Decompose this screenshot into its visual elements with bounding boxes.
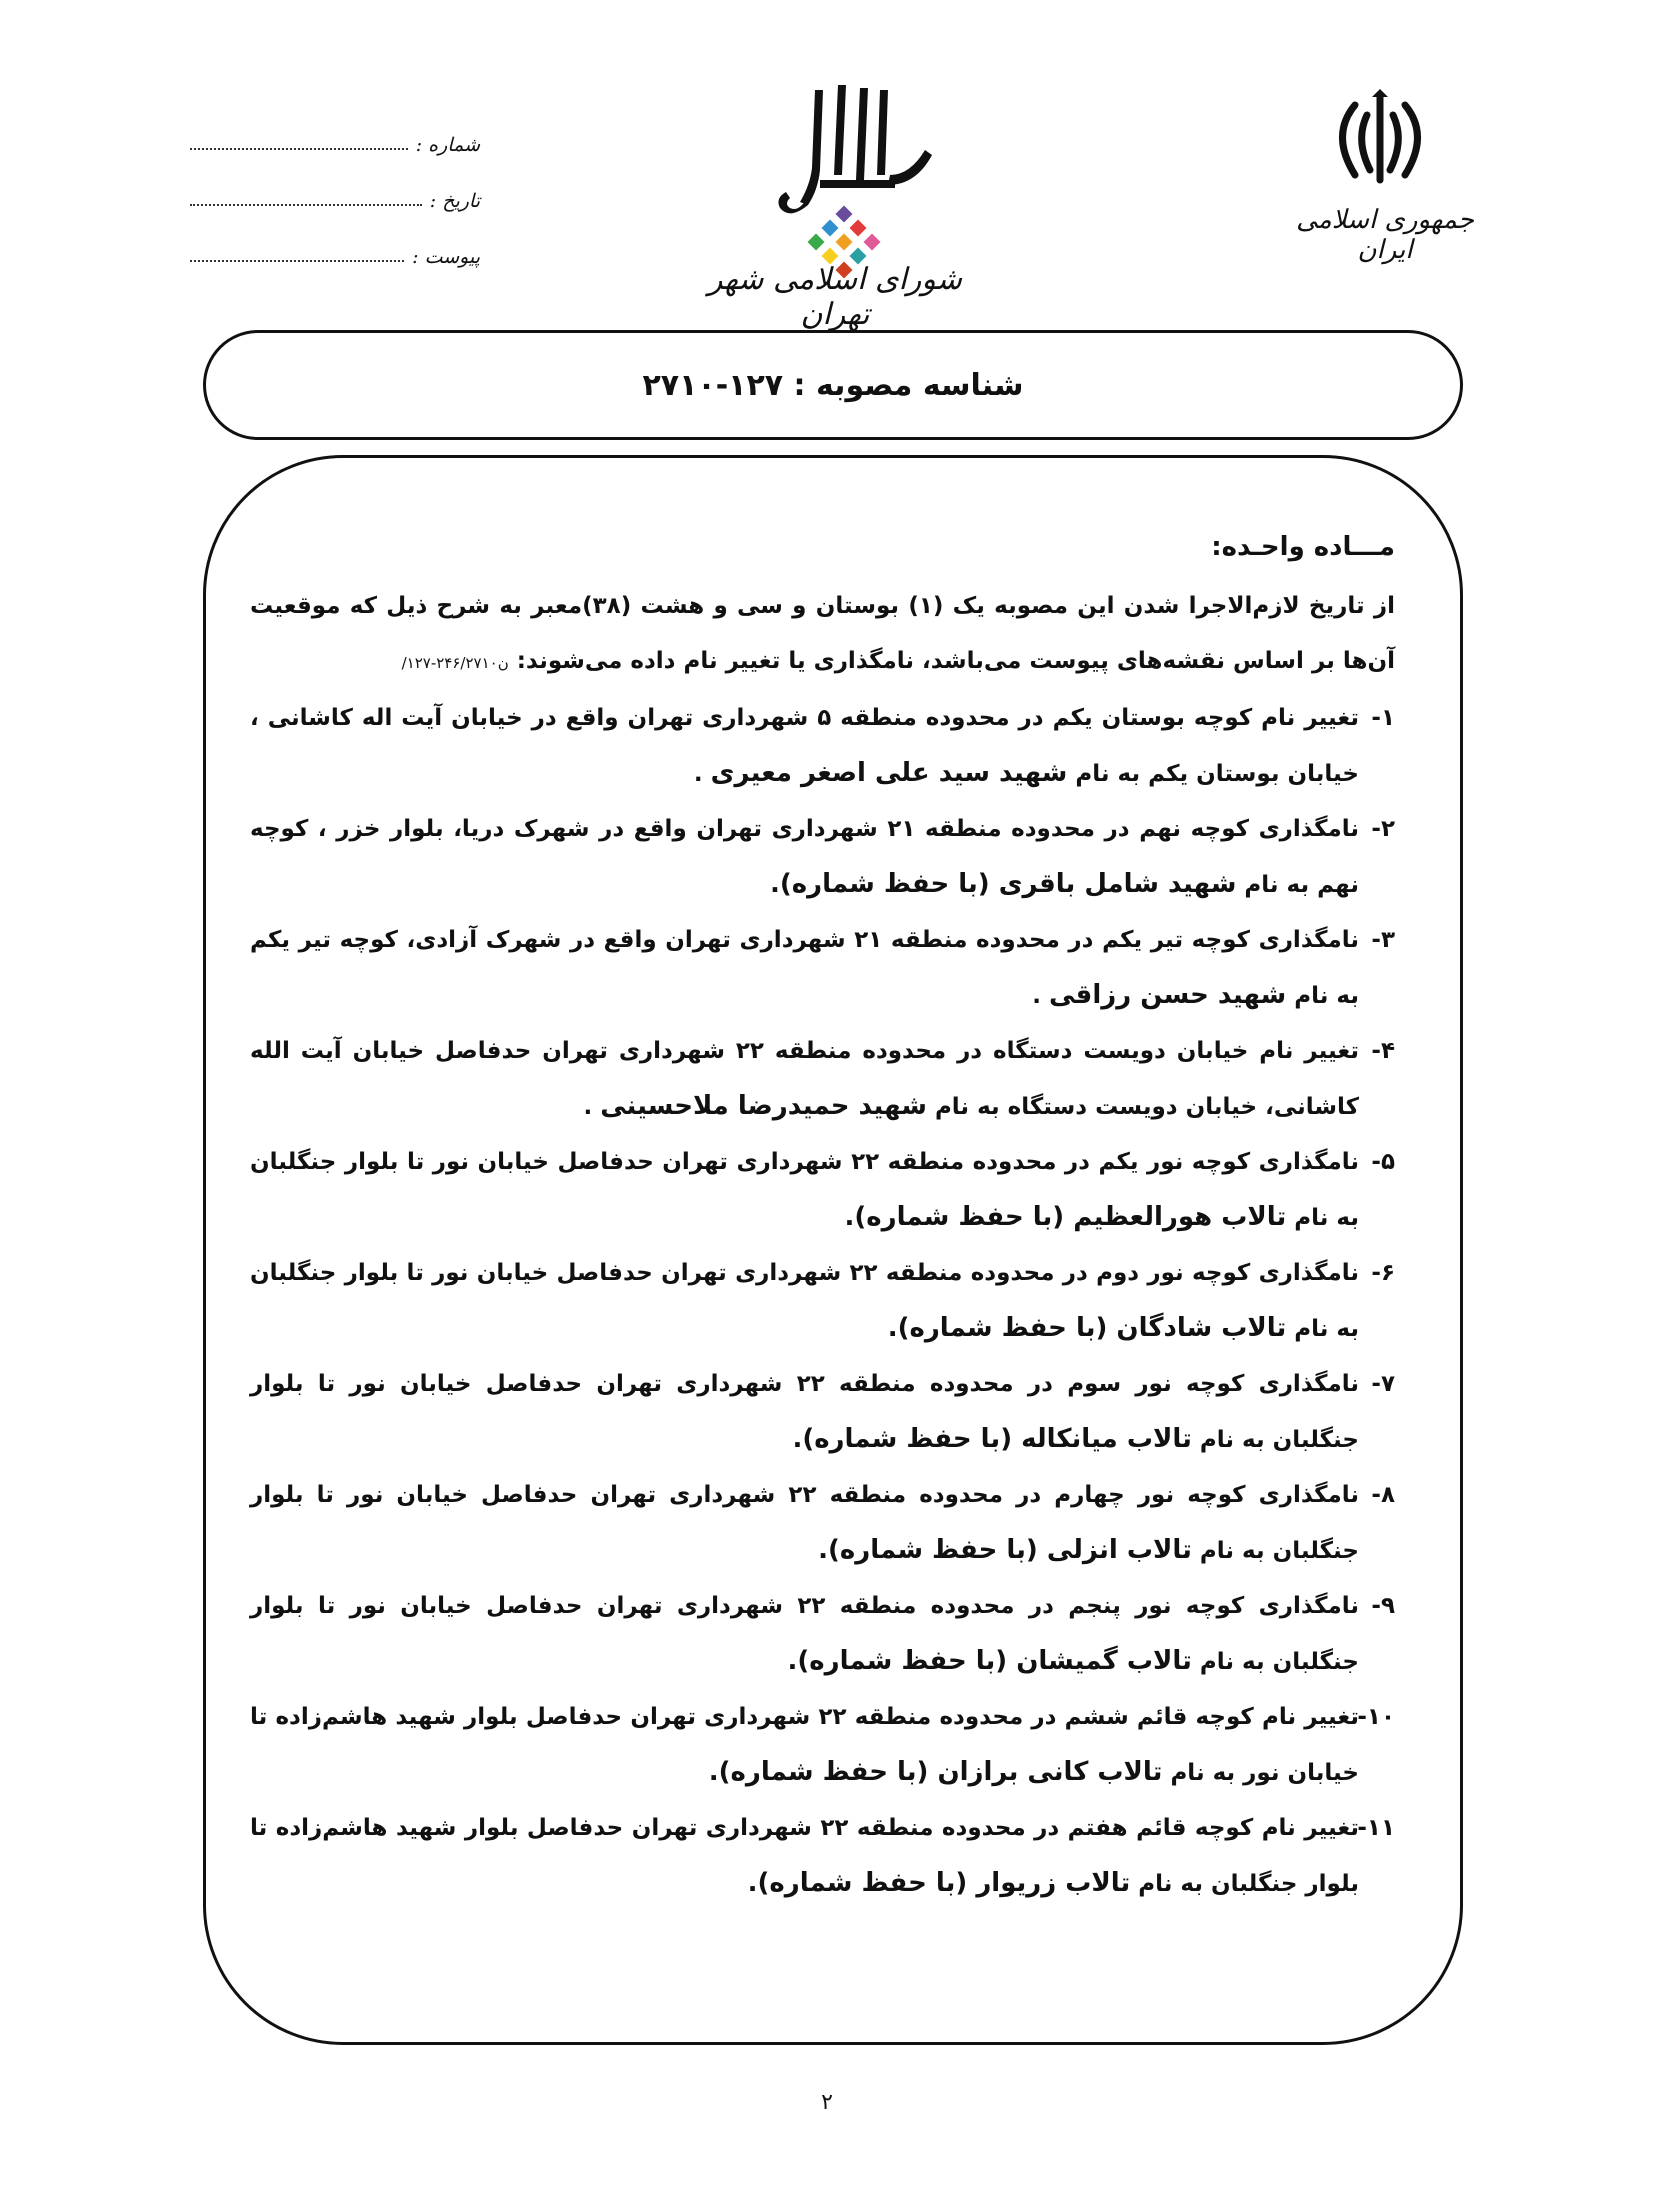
page-number: ۲ (821, 2090, 833, 2115)
republic-name: جمهوری اسلامی ایران (1296, 205, 1474, 265)
item-description: تغییر نام کوچه قائم ششم در محدوده منطقه ۲۲ شهرداری تهران حدفاصل بلوار شهید هاشم‌زاده تا خیابان نور به نام (250, 1704, 1360, 1786)
item-text (250, 1690, 1359, 1801)
council-name: شورای اسلامی شهر تهران (708, 262, 962, 332)
resolution-id-box (203, 330, 1463, 440)
items-list (250, 691, 1395, 1912)
item-tail: . (693, 761, 711, 787)
item-new-name: شهید شامل باقری (با حفظ شماره). (770, 869, 1237, 899)
list-item (250, 1468, 1395, 1579)
item-number: ۲- (1371, 816, 1395, 842)
item-new-name: تالاب کانی برازان (با حفظ شماره). (708, 1757, 1163, 1787)
item-new-name: تالاب میانکاله (با حفظ شماره). (792, 1424, 1192, 1454)
item-new-name: تالاب شادگان (با حفظ شماره). (887, 1313, 1287, 1343)
item-description: نامگذاری کوچه نور سوم در محدوده منطقه ۲۲ شهرداری تهران حدفاصل خیابان نور تا بلوار جنگلبان به نام (250, 1371, 1359, 1453)
article-heading: مـــاده واحـده: (1211, 532, 1395, 562)
item-description: نامگذاری کوچه تیر یکم در محدوده منطقه ۲۱ شهرداری تهران واقع در شهرک آزادی، کوچه تیر یکم به نام (250, 927, 1359, 1009)
item-description: نامگذاری کوچه نور پنجم در محدوده منطقه ۲۲ شهرداری تهران حدفاصل خیابان نور تا بلوار جنگلبان به نام (250, 1593, 1360, 1675)
intro-text: از تاریخ لازم‌الاجرا شدن این مصوبه یک (۱) بوستان و سی و هشت (۳۸)معبر به شرح ذیل که موقعیت آن‌ها بر اساس نقشه‌های پیوست می‌باشد، نامگذاری یا تغییر نام داده می‌شوند: (250, 593, 1395, 674)
item-description: تغییر نام خیابان دویست دستگاه در محدوده منطقه ۲۲ شهرداری تهران حدفاصل خیابان آیت الله کاشانی، خیابان دویست دستگاه به نام (250, 1038, 1359, 1120)
item-number: ۸- (1371, 1482, 1395, 1508)
item-new-name: تالاب زریوار (با حفظ شماره). (747, 1868, 1131, 1898)
list-item (250, 802, 1395, 913)
item-new-name: تالاب هورالعظیم (با حفظ شماره). (844, 1202, 1287, 1232)
item-number: ۱۰- (1357, 1704, 1395, 1730)
date-blank (190, 204, 422, 206)
attachment-blank (190, 260, 404, 262)
list-item (250, 1690, 1395, 1801)
item-new-name: شهید سید علی اصغر معیری (710, 758, 1068, 788)
number-blank (190, 148, 408, 150)
item-new-name: شهید حسن رزاقی (1049, 980, 1287, 1010)
item-number: ۳- (1371, 927, 1395, 953)
attachment-label: پیوست : (412, 246, 480, 268)
item-description: نامگذاری کوچه نهم در محدوده منطقه ۲۱ شهرداری تهران واقع در شهرک دریا، بلوار خزر ، کوچه نهم به نام (250, 816, 1359, 898)
date-field (190, 156, 480, 212)
item-description: نامگذاری کوچه نور چهارم در محدوده منطقه ۲۲ شهرداری تهران حدفاصل خیابان نور تا بلوار جنگلبان به نام (250, 1482, 1360, 1564)
item-text (250, 1801, 1359, 1912)
item-text (250, 1579, 1359, 1690)
list-item (250, 691, 1395, 802)
item-text (250, 913, 1359, 1024)
emblem-icon (1325, 85, 1435, 195)
letter-reference-fields (190, 100, 480, 268)
intro-reference: ن۲۴۶/۲۷۱۰-۱۲۷/ (401, 654, 509, 672)
item-number: ۱- (1371, 705, 1395, 731)
item-number: ۶- (1371, 1260, 1395, 1286)
item-tail: . (1032, 983, 1049, 1009)
list-item (250, 1579, 1395, 1690)
list-item (250, 1246, 1395, 1357)
number-label: شماره : (415, 134, 480, 156)
item-text (250, 1135, 1359, 1246)
date-label: تاریخ : (429, 190, 480, 212)
list-item (250, 1024, 1395, 1135)
list-item (250, 913, 1395, 1024)
item-tail: . (583, 1094, 601, 1120)
resolution-id: شناسه مصوبه : ۱۲۷-۲۷۱۰ (642, 367, 1024, 403)
item-text (250, 691, 1359, 802)
item-text (250, 802, 1359, 913)
item-description: تغییر نام کوچه بوستان یکم در محدوده منطقه ۵ شهرداری تهران واقع در خیابان آیت اله کاشانی ، خیابان بوستان یکم به نام (250, 705, 1359, 787)
list-item (250, 1357, 1395, 1468)
list-item (250, 1801, 1395, 1912)
item-description: تغییر نام کوچه قائم هفتم در محدوده منطقه ۲۲ شهرداری تهران حدفاصل بلوار شهید هاشم‌زاده تا بلوار جنگلبان به نام (250, 1815, 1359, 1897)
item-number: ۵- (1371, 1149, 1395, 1175)
intro-paragraph (250, 579, 1395, 691)
item-description: نامگذاری کوچه نور یکم در محدوده منطقه ۲۲ شهرداری تهران حدفاصل خیابان نور تا بلوار جنگلبان به نام (250, 1149, 1359, 1231)
number-field (190, 100, 480, 156)
item-text (250, 1246, 1359, 1357)
item-number: ۷- (1371, 1371, 1395, 1397)
item-new-name: تالاب گمیشان (با حفظ شماره). (787, 1646, 1192, 1676)
item-new-name: شهید حمیدرضا ملاحسینی (600, 1091, 927, 1121)
list-item (250, 1135, 1395, 1246)
item-number: ۹- (1371, 1593, 1395, 1619)
attachment-field (190, 212, 480, 268)
item-new-name: تالاب انزلی (با حفظ شماره). (818, 1535, 1192, 1565)
item-description: نامگذاری کوچه نور دوم در محدوده منطقه ۲۲ شهرداری تهران حدفاصل خیابان نور تا بلوار جنگلبان به نام (250, 1260, 1359, 1342)
item-text (250, 1357, 1359, 1468)
item-number: ۴- (1371, 1038, 1395, 1064)
item-number: ۱۱- (1357, 1815, 1395, 1841)
item-text (250, 1024, 1359, 1135)
item-text (250, 1468, 1359, 1579)
resolution-content (250, 520, 1395, 1912)
